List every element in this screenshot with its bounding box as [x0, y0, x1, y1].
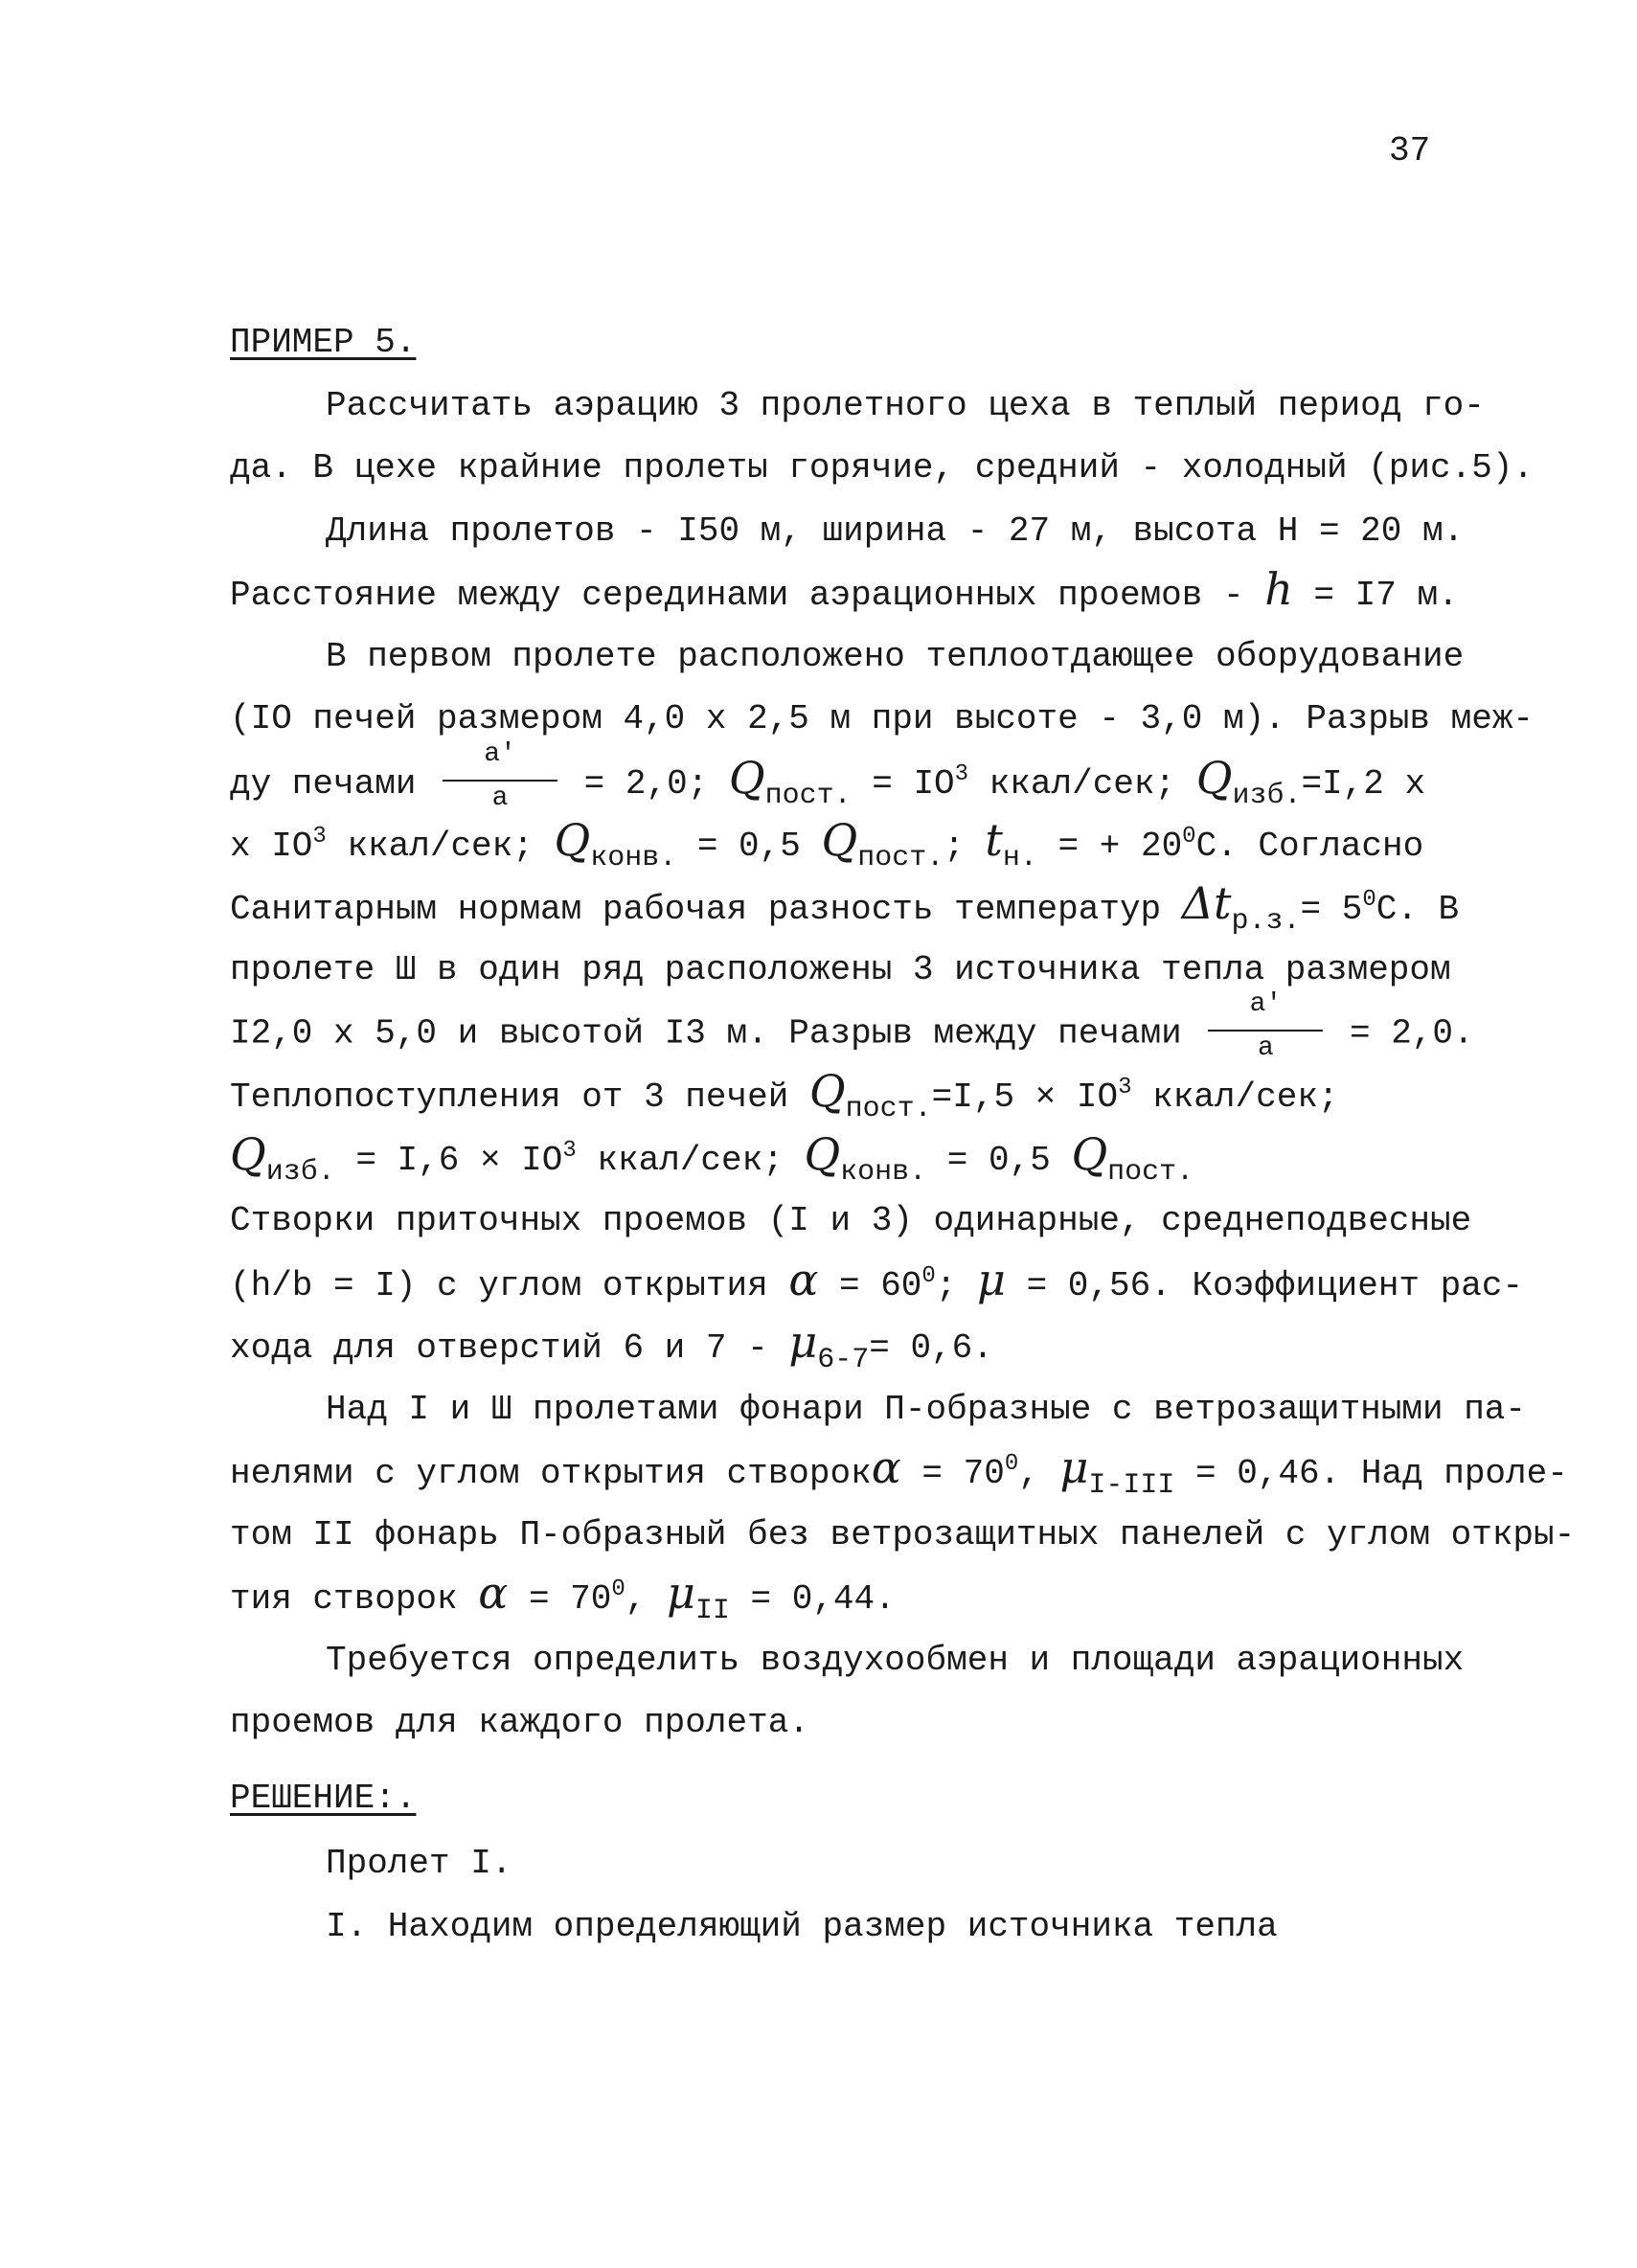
- para3-line9: [230, 1128, 1194, 1189]
- gap-ratio-fraction: [443, 739, 557, 814]
- para3-line6: пролете Ш в один ряд расположены 3 источника тепла размером: [230, 950, 1451, 989]
- subscript: 6-7: [817, 1344, 870, 1376]
- example-heading: ПРИМЕР 5.: [230, 323, 417, 362]
- para5-line1: Требуется определить воздухообмен и площади аэрационных: [326, 1641, 1465, 1680]
- q-symbol: Q: [554, 814, 591, 866]
- text: = 0,56. Коэффициент рас-: [1026, 1266, 1524, 1305]
- frac-numerator: a': [484, 739, 516, 770]
- text: I2,0 х 5,0 и высотой I3 м. Разрыв между печами: [230, 1013, 1182, 1054]
- q-symbol: Q: [808, 1065, 846, 1117]
- text: = 2,0.: [1349, 1013, 1474, 1054]
- delta-t-symbol: Δt: [1181, 877, 1232, 929]
- text: = 60: [839, 1266, 922, 1305]
- text: ккал/сек;: [347, 827, 534, 866]
- text: = + 20: [1057, 827, 1183, 866]
- text: ккал/сек;: [597, 1141, 784, 1180]
- degree: 0: [1004, 1451, 1019, 1477]
- para2-line2: [230, 563, 1459, 615]
- text: нелями с углом открытия створок: [230, 1454, 872, 1493]
- text: хода для отверстий 6 и 7 -: [230, 1328, 768, 1368]
- subscript: пост.: [845, 1093, 932, 1125]
- text: = 2,0;: [583, 764, 709, 804]
- text: = 70: [528, 1579, 612, 1619]
- text: Санитарным нормам рабочая разность температур: [230, 890, 1162, 929]
- subscript: пост.: [764, 780, 852, 812]
- gap-ratio-fraction: [1208, 989, 1323, 1063]
- text: Расстояние между серединами аэрационных проемов -: [230, 576, 1265, 615]
- text: х IO: [230, 827, 313, 866]
- subscript: I-III: [1088, 1469, 1175, 1502]
- alpha-symbol: α: [871, 1441, 901, 1493]
- degree: 0: [921, 1263, 936, 1289]
- text: = 0,46. Над проле-: [1194, 1454, 1568, 1493]
- step-1: I. Находим определяющий размер источника тепла: [326, 1907, 1278, 1946]
- subscript: конв.: [840, 1156, 927, 1189]
- q-symbol: Q: [821, 814, 858, 866]
- frac-denominator: a: [1257, 1033, 1274, 1063]
- para3-line12: [230, 1316, 993, 1376]
- frac-numerator: a': [1249, 989, 1283, 1019]
- para3-line2: (IO печей размером 4,0 х 2,5 м при высоте - 3,0 м). Разрыв меж-: [230, 699, 1535, 738]
- para3-line7: [230, 989, 1474, 1063]
- para3-line11: (h/b = I) с углом открытия $\alpha = 60^0$; μ = 0,56. Коэффициент рас-: [230, 1254, 1524, 1305]
- para3-line5: [230, 877, 1460, 938]
- mu-symbol: μ: [1059, 1441, 1089, 1493]
- para2-line1: Длина пролетов - I50 м, ширина - 27 м, высота Н = 20 м.: [326, 511, 1465, 551]
- text: Теплопоступления от 3 печей: [230, 1077, 789, 1117]
- mu-symbol: μ: [788, 1316, 818, 1368]
- subscript: изб.: [265, 1156, 335, 1189]
- page-number: 37: [1389, 131, 1431, 170]
- para3-line8: [230, 1065, 1339, 1125]
- text: = IO: [872, 764, 955, 804]
- text: =I,5 × IO: [931, 1077, 1119, 1117]
- exponent: 3: [562, 1138, 577, 1164]
- q-symbol: Q: [804, 1128, 841, 1180]
- para4-line2: нелями с углом открытия створокα = $70^0$, $\mu_{I-III} = 0,46$. Над проле-: [230, 1441, 1568, 1502]
- exponent: 3: [1118, 1075, 1132, 1100]
- exponent: 3: [954, 761, 969, 787]
- degree: 0: [611, 1576, 625, 1602]
- text: =I,2 х: [1301, 764, 1426, 804]
- para4-line3: том II фонарь П-образный без ветрозащитных панелей с углом откры-: [230, 1515, 1576, 1554]
- para5-line2: проемов для каждого пролета.: [230, 1703, 809, 1742]
- text: ккал/сек;: [1152, 1077, 1339, 1117]
- q-symbol: Q: [728, 752, 765, 804]
- mu-symbol: μ: [666, 1567, 695, 1619]
- degree: 0: [1182, 824, 1196, 850]
- alpha-symbol: α: [788, 1254, 819, 1305]
- h-symbol: h: [1264, 563, 1293, 615]
- subscript: II: [694, 1595, 730, 1627]
- text: = 70: [921, 1454, 1005, 1493]
- subscript: пост.: [1107, 1156, 1194, 1189]
- text: ду печами: [230, 764, 417, 804]
- solution-heading: РЕШЕНИЕ:.: [230, 1779, 417, 1818]
- degree: 0: [1362, 887, 1376, 913]
- exponent: 3: [312, 824, 327, 850]
- q-symbol: Q: [1071, 1128, 1108, 1180]
- text: = 0,5: [696, 827, 801, 866]
- para3-line4: [230, 814, 1424, 874]
- para3-line10: Створки приточных проемов (I и 3) одинарные, среднеподвесные: [230, 1201, 1472, 1240]
- frac-bar: [443, 780, 557, 782]
- subscript: изб.: [1232, 780, 1302, 812]
- text: = 5: [1300, 890, 1363, 929]
- text: = 0,6.: [869, 1328, 993, 1368]
- para1-line1: Рассчитать аэрацию 3 пролетного цеха в теплый период го-: [326, 386, 1485, 425]
- para3-line3: [230, 739, 1426, 814]
- subscript: пост.: [857, 842, 944, 874]
- text: (h/b = I) с углом открытия: [230, 1266, 768, 1305]
- text: С. Согласно: [1195, 827, 1424, 866]
- text: тия створок: [230, 1579, 458, 1619]
- span-label: Пролет I.: [326, 1844, 512, 1883]
- text: = 0,5: [946, 1141, 1051, 1180]
- alpha-symbol: α: [478, 1567, 509, 1619]
- q-symbol: Q: [1195, 752, 1233, 804]
- text: = I7 м.: [1292, 576, 1459, 615]
- subscript: конв.: [590, 842, 677, 874]
- frac-denominator: a: [491, 783, 509, 814]
- para4-line1: Над I и Ш пролетами фонари П-образные с ветрозащитными па-: [326, 1390, 1527, 1429]
- mu-symbol: μ: [977, 1254, 1006, 1305]
- para1-line2: да. В цехе крайние пролеты горячие, средний - холодный (рис.5).: [230, 448, 1535, 488]
- frac-bar: [1208, 1030, 1323, 1032]
- text: ;: [944, 827, 965, 866]
- text: ккал/сек;: [989, 764, 1176, 804]
- para3-line1: В первом пролете расположено теплоотдающее оборудование: [326, 637, 1465, 676]
- q-symbol: Q: [230, 1128, 266, 1180]
- t-symbol: t: [985, 814, 1003, 866]
- subscript: н.: [1002, 842, 1037, 874]
- text: = I,6 × IO: [355, 1141, 563, 1180]
- text: = 0,44.: [750, 1579, 896, 1619]
- text: С. В: [1376, 890, 1460, 929]
- subscript: р.з.: [1231, 905, 1301, 938]
- para4-line4: тия створок $\alpha = 70^0$, $\mu_{II} = 0,44$.: [230, 1567, 896, 1627]
